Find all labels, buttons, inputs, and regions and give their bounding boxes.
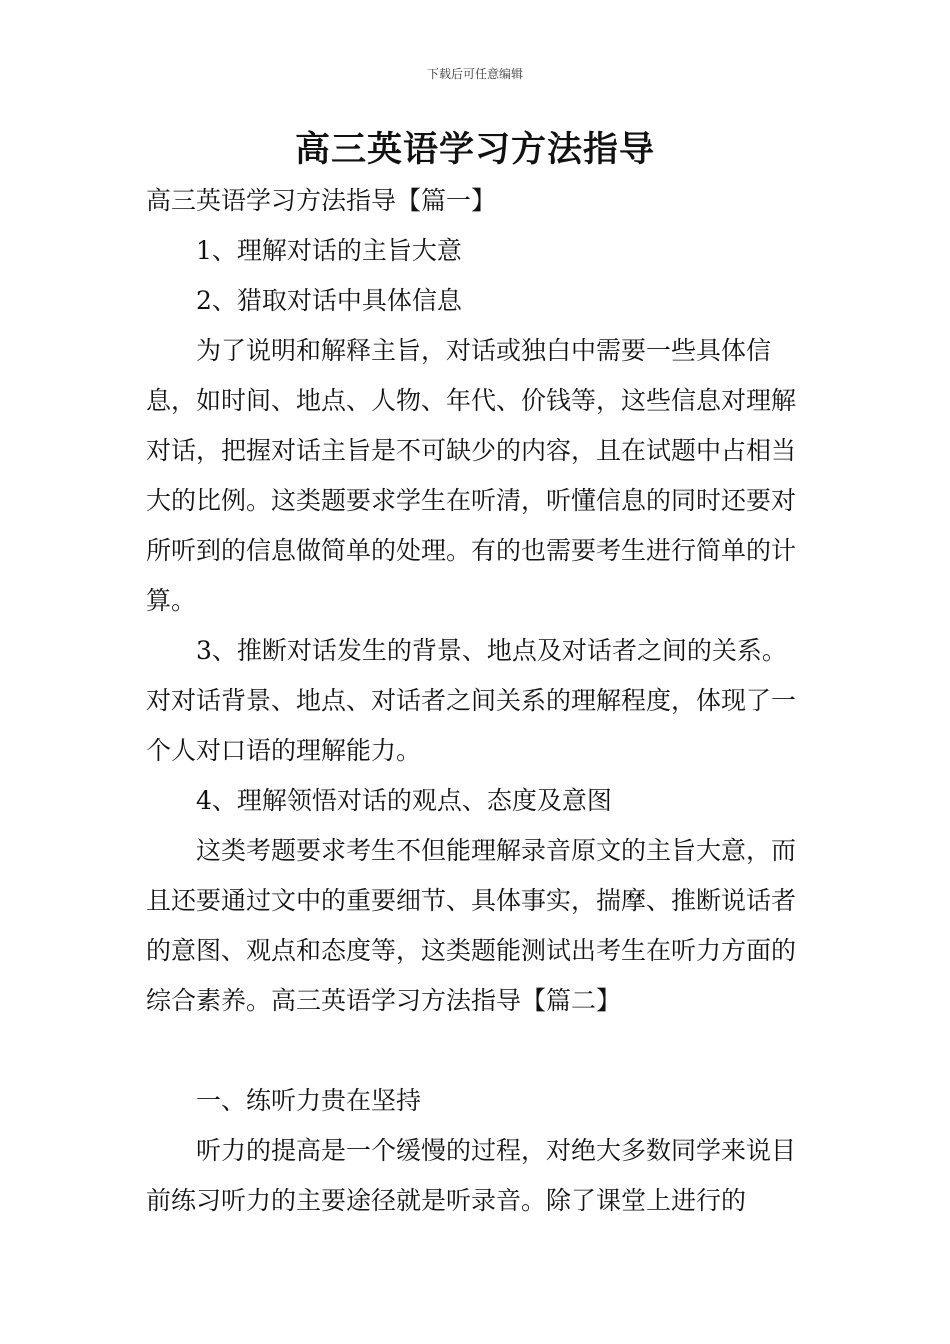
paragraph-gap <box>146 1026 806 1076</box>
paragraph: 一、练听力贵在坚持 <box>196 1086 422 1115</box>
paragraph: 3、推断对话发生的背景、地点及对话者之间的关系。对对话背景、地点、对话者之间关系的理解程度，体现了一个人对口语的理解能力。 <box>146 636 797 765</box>
section-heading: 高三英语学习方法指导【篇一】 <box>146 186 497 215</box>
header-note: 下载后可任意编辑 <box>426 67 523 81</box>
document-body <box>146 176 806 1226</box>
paragraph: 这类考题要求考生不但能理解录音原文的主旨大意，而且还要通过文中的重要细节、具体事实，揣摩、推断说话者的意图、观点和态度等，这类题能测试出考生在听力方面的综合素养。高三英语学习方法指导【篇二】 <box>146 836 797 1015</box>
paragraph: 听力的提高是一个缓慢的过程，对绝大多数同学来说目前练习听力的主要途径就是听录音。除了课堂上进行的 <box>146 1136 797 1215</box>
paragraph: 1、理解对话的主旨大意 <box>196 236 462 265</box>
paragraph: 为了说明和解释主旨，对话或独白中需要一些具体信息，如时间、地点、人物、年代、价钱等，这些信息对理解对话，把握对话主旨是不可缺少的内容，且在试题中占相当大的比例。这类题要求学生在听清，听懂信息的同时还要对所听到的信息做简单的处理。有的也需要考生进行简单的计算。 <box>146 336 797 615</box>
document-title: 高三英语学习方法指导 <box>294 129 655 170</box>
paragraph: 2、猎取对话中具体信息 <box>196 286 462 315</box>
paragraph: 4、理解领悟对话的观点、态度及意图 <box>196 786 612 815</box>
